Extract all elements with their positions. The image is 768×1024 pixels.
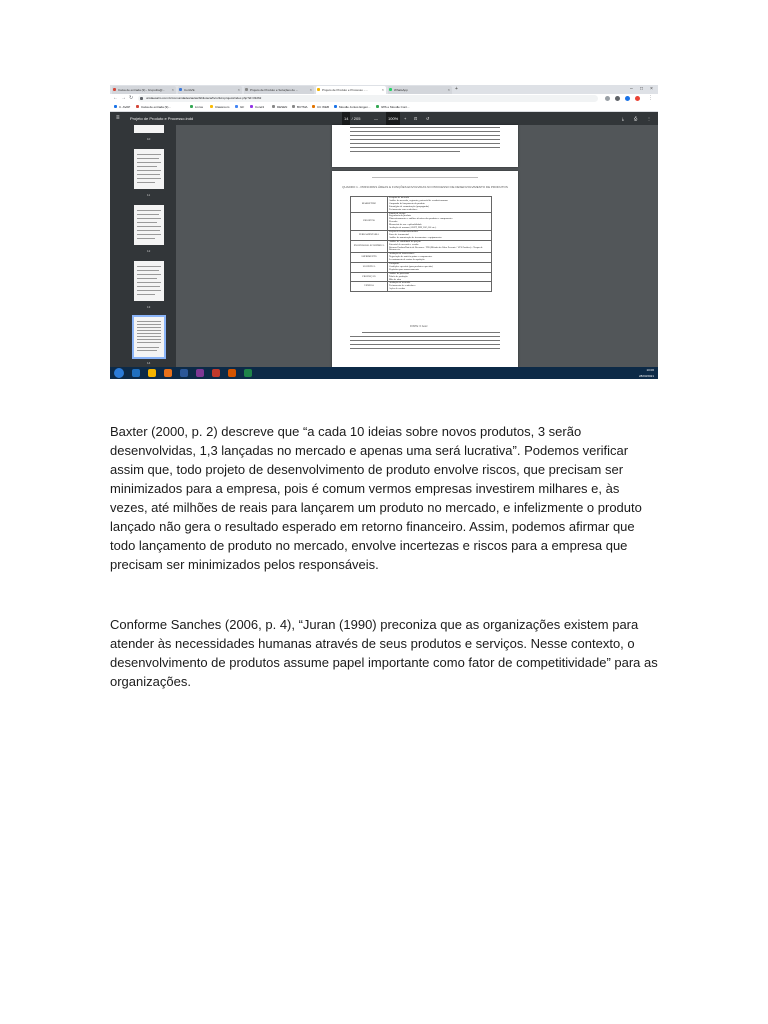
table-function-item: Análise de processos bbox=[389, 271, 410, 275]
powerpoint-icon[interactable] bbox=[228, 369, 236, 377]
table-row bbox=[351, 282, 492, 292]
table-function-item: Engenharia do produto bbox=[389, 214, 411, 218]
table-function-item: Avaliação de normas (ABNT, DIN, ISO, BS etc.) bbox=[389, 226, 437, 230]
close-icon[interactable]: × bbox=[447, 87, 450, 92]
tab-label: Projeto de Produto e Processo - ... bbox=[322, 88, 369, 92]
more-icon[interactable]: ⋮ bbox=[647, 116, 651, 121]
tab-label: Projeto de Produto e Soluções de ... bbox=[250, 88, 299, 92]
table-function-item: Negociação de matéria-prima e componentes bbox=[389, 255, 433, 259]
word-icon[interactable] bbox=[180, 369, 188, 377]
hamburger-menu-icon[interactable]: ≡ bbox=[116, 115, 120, 121]
pdf-toolbar bbox=[110, 112, 658, 125]
table-area-cell: SUPRIMENTO bbox=[351, 253, 388, 263]
table-function-item: Dimensionamento e análises técnicas dos produtos e componentes bbox=[389, 217, 453, 221]
minimize-icon[interactable]: – bbox=[630, 86, 633, 92]
table-row bbox=[351, 212, 492, 230]
table-area-cell: VENDAS bbox=[351, 282, 388, 292]
browser-tab[interactable] bbox=[178, 86, 242, 94]
body-paragraph-sanches: Conforme Sanches (2006, p. 4), “Juran (1990) preconiza que as organizações existem para atender às necessidades humanas através de seus produtos e serviços. Nesse contexto, o desenvolvimento de produtos assume papel importante como fator de competitividade” para as organizações. bbox=[110, 617, 658, 689]
forward-icon[interactable]: → bbox=[121, 95, 126, 101]
table-function-item: Avaliação de mercado bbox=[389, 281, 411, 285]
table-area-cell: LOGÍSTICA bbox=[351, 263, 388, 273]
explorer-icon[interactable] bbox=[132, 369, 140, 377]
table-functions-cell bbox=[388, 253, 492, 263]
bookmark-item[interactable]: CC WEB bbox=[312, 103, 329, 111]
close-icon[interactable]: × bbox=[309, 87, 312, 92]
table-function-item: Prazo de ferramental bbox=[389, 232, 409, 236]
bookmark-item[interactable]: Moodle Juntos Engen... bbox=[334, 103, 371, 111]
table-function-item: Ações de vendas bbox=[389, 287, 406, 291]
table-function-item: Depósitos para armazenamento bbox=[389, 267, 420, 271]
windows-taskbar bbox=[110, 367, 658, 379]
bookmark-item[interactable]: Classroom bbox=[210, 103, 229, 111]
table-function-item: Análise de manutenção de ferramentas e equipamentos bbox=[389, 235, 442, 239]
table-function-item: Pesquisa de mercado bbox=[389, 196, 410, 199]
browser-tab-strip bbox=[110, 85, 658, 94]
table-function-item: Campanha de lançamento do produto bbox=[389, 201, 425, 205]
zoom-out-icon[interactable]: — bbox=[374, 116, 378, 121]
table-function-item: Retorno/Ganhos/Rateio de Recursos - TIR (Método do Valor Presente / VPL Positivo) - Tempo de Retorno etc. bbox=[389, 245, 483, 252]
chrome-icon[interactable] bbox=[148, 369, 156, 377]
table-function-item: Estratégias de comunicação (propaganda) bbox=[389, 204, 429, 208]
table-functions-cell bbox=[388, 263, 492, 273]
site-icon bbox=[245, 88, 248, 91]
tab-label: CorAVE bbox=[184, 88, 195, 92]
pdf-page-current bbox=[332, 171, 518, 371]
table-function-item: Treinamento com vendedores bbox=[389, 207, 418, 211]
table-area-cell: PROJETOS bbox=[351, 212, 388, 230]
browser-tab[interactable] bbox=[388, 86, 452, 94]
reload-icon[interactable]: ↻ bbox=[129, 95, 134, 101]
thumbnail-page-number: 11 bbox=[147, 193, 151, 197]
table-function-item: Mão de obra bbox=[389, 277, 402, 281]
thumbnail-page-number: 13 bbox=[147, 305, 151, 309]
bookmark-item[interactable]: IWS e Moodle Cont... bbox=[376, 103, 410, 111]
page-total: / 205 bbox=[351, 116, 361, 121]
back-icon[interactable]: ← bbox=[113, 95, 118, 101]
page-thumbnail[interactable] bbox=[134, 125, 164, 133]
table-row bbox=[351, 230, 492, 240]
close-icon[interactable]: × bbox=[237, 87, 240, 92]
app-icon[interactable] bbox=[212, 369, 220, 377]
pdf-thumbnail-sidebar bbox=[110, 125, 176, 367]
maximize-icon[interactable]: □ bbox=[640, 86, 644, 92]
new-tab-icon[interactable]: + bbox=[455, 86, 458, 92]
table-row bbox=[351, 272, 492, 282]
table-functions-cell bbox=[388, 212, 492, 230]
bookmark-item[interactable]: GF bbox=[235, 103, 244, 111]
page-thumbnail[interactable] bbox=[134, 261, 164, 301]
browser-tab[interactable] bbox=[244, 86, 314, 94]
thumbnail-page-number: 10 bbox=[147, 137, 151, 141]
bookmark-item[interactable]: C. AVAP bbox=[114, 103, 130, 111]
menu-icon[interactable]: ⋮ bbox=[648, 95, 653, 101]
close-icon[interactable]: × bbox=[381, 87, 384, 92]
table-function-item: Estudo de design bbox=[389, 211, 406, 215]
table-functions-cell bbox=[388, 197, 492, 213]
tab-label: Caixa de entrada (9) - brupolito@... bbox=[118, 88, 166, 92]
profile-avatar[interactable] bbox=[625, 96, 630, 101]
bookmark-item[interactable]: DESEN bbox=[272, 103, 287, 111]
table-function-item: Projeto de ferramentas/moldes bbox=[389, 229, 419, 233]
table-area-cell: PRODUÇÃO bbox=[351, 272, 388, 282]
table-functions-cell bbox=[388, 230, 492, 240]
table-functions-cell bbox=[388, 240, 492, 253]
table-function-item: Levantamento de custos de aquisição bbox=[389, 258, 425, 262]
extension-icon[interactable] bbox=[635, 96, 640, 101]
table-row bbox=[351, 240, 492, 253]
table-function-item: Análise do mercado, segmento, potencial de vendas/consumo bbox=[389, 198, 448, 202]
table-row bbox=[351, 253, 492, 263]
extension-icon[interactable] bbox=[615, 96, 620, 101]
table-function-item: Transporte bbox=[389, 262, 400, 266]
zoom-level[interactable]: 100% bbox=[386, 112, 400, 125]
table-function-item: Desenho bbox=[389, 220, 398, 224]
thumbnail-page-number: 12 bbox=[147, 249, 151, 253]
browser-tab-active[interactable] bbox=[316, 86, 386, 94]
zoom-in-icon[interactable]: + bbox=[404, 116, 407, 121]
body-paragraph-baxter: Baxter (2000, p. 2) descreve que “a cada 10 ideias sobre novos produtos, 3 serão desenvolvidas, 1,3 lançadas no mercado e apenas uma será lucrativa”. Podemos verificar assim que, todo projeto de desenvolvimento de produto envolve riscos, que precisam ser minimizados para a empresa, pois é comum vermos empresas investirem milhares e, às vezes, até milhões de reais para lançarem um produto no mercado, e infelizmente o produto lançado não gera o resultado esperado em retorno financeiro. Assim, podemos afirmar que todo lançamento de produto no mercado, envolve incertezas e riscos para a empresa que precisam ser minimizados pelos responsáveis. bbox=[110, 424, 642, 572]
site-icon bbox=[179, 88, 182, 91]
table-functions-cell bbox=[388, 282, 492, 292]
gmail-icon bbox=[113, 88, 116, 91]
thumbnail-page-number: 14 bbox=[147, 361, 151, 365]
table-function-item: Análise de viabilidade do projeto bbox=[389, 239, 421, 243]
media-icon[interactable] bbox=[196, 369, 204, 377]
lock-icon bbox=[140, 97, 143, 100]
functions-table bbox=[350, 196, 492, 292]
table-function-item: Memoriais de uso e aplicabilidade bbox=[389, 223, 422, 227]
table-area-cell: MARKETING bbox=[351, 197, 388, 213]
excel-icon[interactable] bbox=[244, 369, 252, 377]
embedded-screenshot bbox=[110, 85, 658, 379]
address-bar-row bbox=[110, 94, 658, 103]
bookmark-item[interactable]: Coret3 bbox=[250, 103, 264, 111]
close-window-icon[interactable]: × bbox=[650, 86, 653, 92]
pdf-icon bbox=[317, 88, 320, 91]
pdf-title: Projeto de Produto e Processo.indd bbox=[130, 116, 194, 121]
table-function-item: Potencial de mercado e vendas bbox=[389, 242, 419, 246]
bookmark-item[interactable]: BCTMA bbox=[292, 103, 308, 111]
bookmark-item[interactable]: Caixa de entrada (9)... bbox=[136, 103, 171, 111]
firefox-icon[interactable] bbox=[164, 369, 172, 377]
system-tray-clock[interactable]: 10:06 28/03/2021 bbox=[638, 368, 654, 378]
print-icon[interactable]: ⎙ bbox=[634, 116, 638, 121]
browser-tab[interactable] bbox=[112, 86, 176, 94]
bookmarks-bar bbox=[110, 103, 658, 112]
table-source: FONTE: O Autor bbox=[410, 325, 428, 328]
tab-label: WhatsApp bbox=[394, 88, 408, 92]
table-function-item: Tabela de produção bbox=[389, 274, 408, 278]
page-thumbnail-selected[interactable] bbox=[134, 317, 164, 357]
whatsapp-icon bbox=[389, 88, 392, 91]
table-function-item: Treinamento de vendedores bbox=[389, 284, 416, 288]
page-thumbnail[interactable] bbox=[134, 205, 164, 245]
table-function-item: Avaliação de fornecedores bbox=[389, 252, 415, 256]
page-indicator bbox=[342, 112, 360, 125]
download-icon[interactable]: ⤓ bbox=[622, 116, 624, 121]
rotate-icon[interactable]: ↺ bbox=[426, 116, 430, 121]
star-icon[interactable] bbox=[605, 96, 610, 101]
fit-page-icon[interactable]: ⊡ bbox=[414, 116, 418, 121]
table-area-cell: ENGENHARIA ECONÔMICA bbox=[351, 240, 388, 253]
table-row bbox=[351, 197, 492, 213]
table-row bbox=[351, 263, 492, 273]
table-area-cell: FERRAMENTARIA bbox=[351, 230, 388, 240]
url-input[interactable] bbox=[138, 95, 598, 102]
pdf-page-previous bbox=[332, 125, 518, 167]
page-number-input[interactable]: 14 bbox=[342, 112, 350, 125]
close-icon[interactable]: × bbox=[171, 87, 174, 92]
url-text: unidaesalm.com.br/comunidades/aulas/biblioteca/livro/livroprojeto/index.php?id=33262 bbox=[146, 96, 262, 100]
page-thumbnail[interactable] bbox=[134, 149, 164, 189]
windows-start-icon[interactable] bbox=[114, 368, 124, 378]
table-function-item: Condições especiais (para produtos especiais) bbox=[389, 264, 433, 268]
table-title: QUADRO 1 - PRINCIPAIS ÁREAS E FUNÇÕES ENVOLVIDAS NO PROCESSO DE DESENVOLVIMENTO DE PRODUTOS bbox=[342, 185, 508, 189]
bookmark-item[interactable]: Livros bbox=[190, 103, 203, 111]
